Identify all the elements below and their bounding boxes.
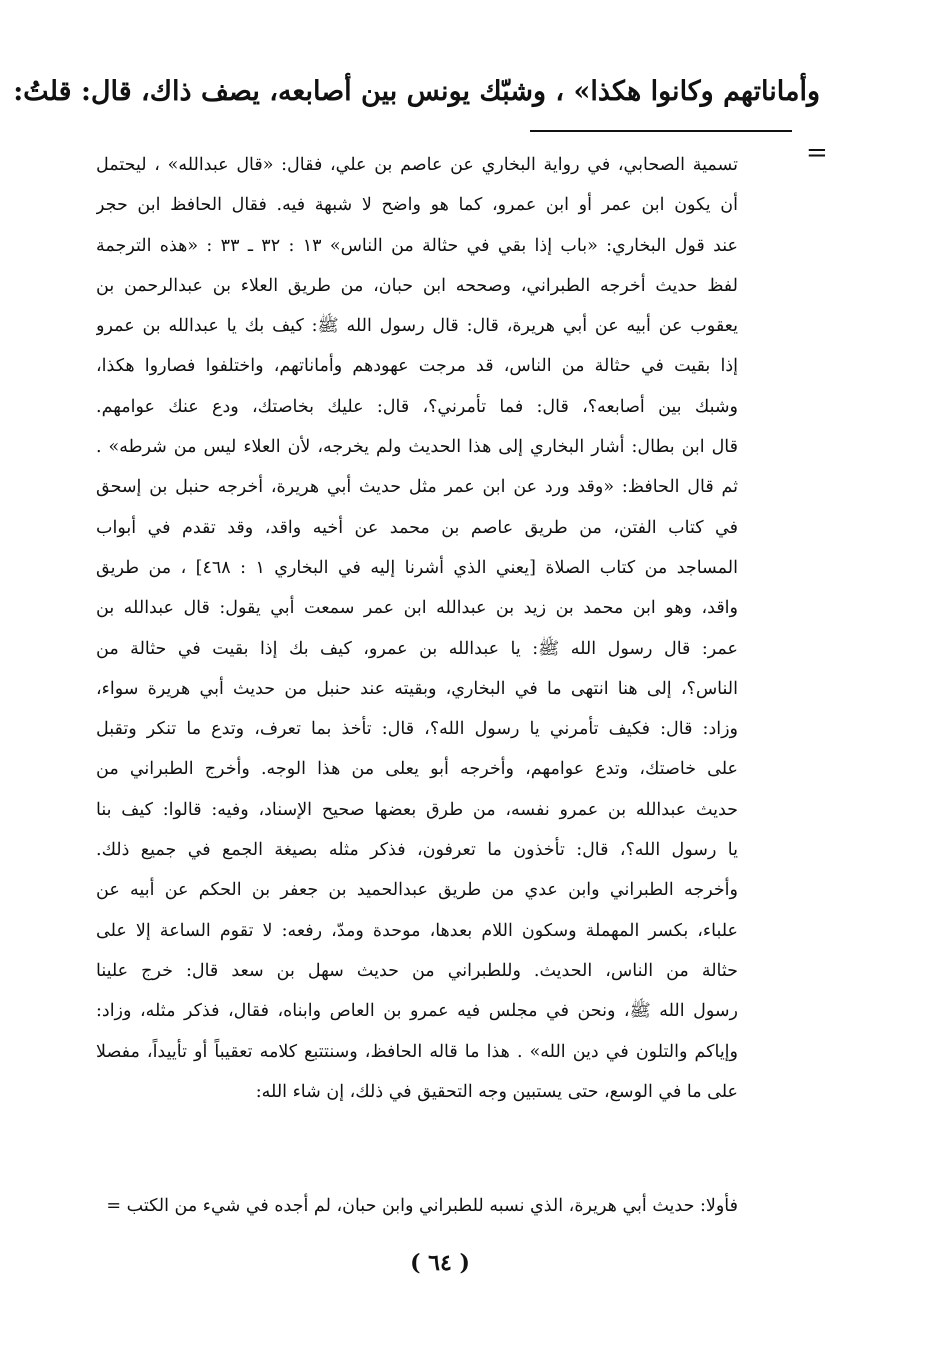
- footnote-line: يا رسول الله؟، قال: تأخذون ما تعرفون، فذكر مثله بصيغة الجمع في جميع ذلك.: [96, 840, 738, 861]
- footnote-line: إذا بقيت في حثالة من الناس، قد مرجت عهودهم وأماناتهم، واختلفوا فصاروا هكذا،: [96, 356, 738, 377]
- footnote-line: رسول الله ﷺ، ونحن في مجلس فيه عمرو بن العاص وابناه، فقال، فذكر مثله، وزاد:: [96, 1001, 738, 1022]
- footnote-continuation-mark: =: [806, 138, 828, 168]
- footnote-line: وأخرجه الطبراني وابن عدي من طريق عبدالحميد بن جعفر بن الحكم عن أبيه عن: [96, 880, 738, 901]
- footnote-final-line: فأولا: حديث أبي هريرة، الذي نسبه للطبراني وابن حبان، لم أجده في شيء من الكتب =: [106, 1196, 738, 1216]
- footnote-line: علباء، بكسر المهملة وسكون اللام بعدها، موحدة ومدّ، رفعه: لا تقوم الساعة إلا على: [96, 920, 738, 941]
- footnote-line: أن يكون ابن عمر أو ابن عمرو، كما هو واضح لا شبهة فيه. فقال الحافظ ابن حجر: [96, 195, 738, 216]
- footnote-line: على ما في الوسع، حتى يستبين وجه التحقيق في ذلك، إن شاء الله:: [255, 1081, 738, 1102]
- footnote-line: وإياكم والتلون في دين الله» . هذا ما قاله الحافظ، وسنتتبع كلامه تعقيباً أو تأييداً، مفصلا: [96, 1041, 738, 1062]
- footnote-line: ثم قال الحافظ: «وقد ورد عن ابن عمر مثل حديث أبي هريرة، أخرجه حنبل بن إسحق: [96, 477, 738, 498]
- footnote-line: حديث عبدالله بن عمرو نفسه، من طرق بعضها صحيح الإسناد، وفيه: قالوا: كيف بنا: [96, 799, 738, 820]
- footnote-line: يعقوب عن أبيه عن أبي هريرة، قال: قال رسول الله ﷺ: كيف بك يا عبدالله بن عمرو: [96, 316, 738, 337]
- footnote-line: الناس؟، إلى هنا انتهى ما في البخاري، وبقيته عند حنبل من حديث أبي هريرة سواء،: [96, 678, 738, 699]
- footnote-block: [96, 145, 738, 1112]
- footnote-line: في كتاب الفتن، من طريق عاصم بن محمد عن أخيه واقد، وقد تقدم في أبواب: [96, 517, 738, 538]
- footnote-separator-rule: [530, 130, 792, 132]
- footnote-line: عند قول البخاري: «باب إذا بقي في حثالة من الناس» ١٣ : ٣٢ ـ ٣٣ : «هذه الترجمة: [96, 235, 738, 256]
- footnote-line: على خاصتك، وتدع عوامهم، وأخرجه أبو يعلى من هذا الوجه. وأخرج الطبراني من: [96, 759, 738, 780]
- main-text-line: وأماناتهم وكانوا هكذا» ، وشبّك يونس بين أصابعه، يصف ذاك، قال: قلتُ:: [13, 76, 820, 107]
- footnote-line: قال ابن بطال: أشار البخاري إلى هذا الحديث ولم يخرجه، لأن العلاء ليس من شرطه» .: [96, 437, 738, 458]
- footnote-line: وشبك بين أصابعه؟، قال: فما تأمرني؟، قال: عليك بخاصتك، ودع عنك عوامهم.: [96, 396, 738, 417]
- footnote-line: تسمية الصحابي، في رواية البخاري عن عاصم بن علي، فقال: «قال عبدالله» ، ليحتمل: [96, 155, 738, 175]
- footnote-line: حثالة من الناس، الحديث. وللطبراني من حديث سهل بن سعد قال: خرج علينا: [96, 960, 738, 981]
- footnote-line: وزاد: قال: فكيف تأمرني يا رسول الله؟، قال: تأخذ بما تعرف، وتدع ما تنكر وتقبل: [96, 719, 738, 740]
- page-number: ( ٦٤ ): [410, 1250, 470, 1276]
- footnote-line: عمر: قال رسول الله ﷺ: يا عبدالله بن عمرو، كيف بك إذا بقيت في حثالة من: [96, 638, 738, 659]
- footnote-line: المساجد من كتاب الصلاة [يعني الذي أشرنا إليه في البخاري ١ : ٤٦٨] ، من طريق: [96, 557, 738, 578]
- footnote-line: لفظ حديث أخرجه الطبراني، وصححه ابن حبان، من طريق العلاء بن عبدالرحمن بن: [96, 275, 738, 296]
- footnote-line: واقد، وهو ابن محمد بن زيد بن عبدالله ابن عمر سمعت أبي يقول: قال عبدالله بن: [96, 598, 738, 619]
